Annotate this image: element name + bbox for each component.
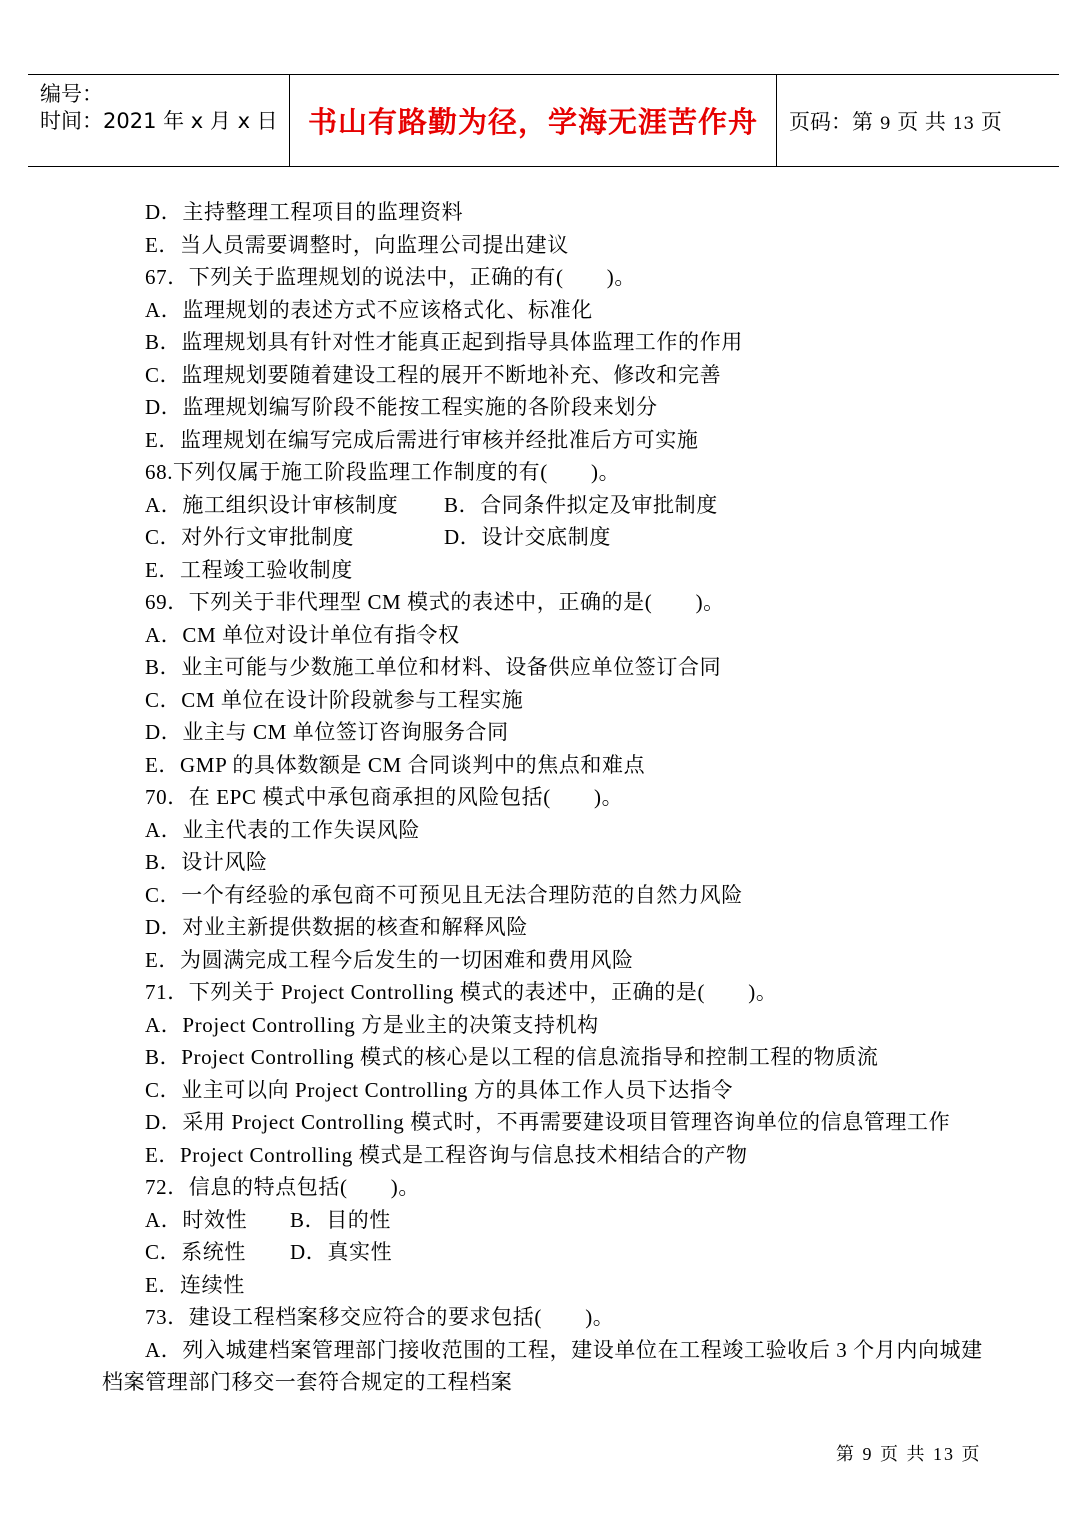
option-line: C．业主可以向 Project Controlling 方的具体工作人员下达指令 [145,1078,734,1102]
header-page-cell [777,75,1059,166]
option-line: A．Project Controlling 方是业主的决策支持机构 [145,1013,599,1037]
option-line: E．当人员需要调整时，向监理公司提出建议 [145,233,569,257]
page-mid: 页 共 [897,109,946,134]
document-date: 时间：2021 年 x 月 x 日 [40,109,278,133]
option-line: D．对业主新提供数据的核查和解释风险 [145,915,528,939]
question-line: 67．下列关于监理规划的说法中，正确的有( )。 [145,265,636,289]
option-line: C．一个有经验的承包商不可预见且无法合理防范的自然力风险 [145,883,743,907]
header-table [28,74,1059,167]
option-line: C．监理规划要随着建设工程的展开不断地补充、修改和完善 [145,363,722,387]
option-line: A．CM 单位对设计单位有指令权 [145,623,460,647]
page-suffix: 页 [980,109,1002,134]
option-line: C．系统性 [145,1240,247,1264]
option-line: B．合同条件拟定及审批制度 [444,493,718,517]
option-line: A．列入城建档案管理部门接收范围的工程，建设单位在工程竣工验收后 3 个月内向城建 [145,1338,983,1362]
page-total: 13 [952,113,975,134]
page-footer: 第 9 页 共 13 页 [836,1444,982,1464]
option-line: B．目的性 [290,1208,392,1232]
option-line: E．连续性 [145,1273,245,1297]
question-line: 72．信息的特点包括( )。 [145,1175,420,1199]
option-line: A．业主代表的工作失误风险 [145,818,420,842]
option-line: E．工程竣工验收制度 [145,558,353,582]
question-line: 68.下列仅属于施工阶段监理工作制度的有( )。 [145,460,621,484]
question-line: 71．下列关于 Project Controlling 模式的表述中，正确的是( )。 [145,980,778,1004]
option-line: B．业主可能与少数施工单位和材料、设备供应单位签订合同 [145,655,722,679]
option-line: A．施工组织设计审核制度 [145,493,399,517]
option-line: D．监理规划编写阶段不能按工程实施的各阶段来划分 [145,395,658,419]
option-line: D．业主与 CM 单位签订咨询服务合同 [145,720,509,744]
page-number: 9 [879,113,891,134]
page-prefix: 页码：第 [789,109,873,134]
motto: 书山有路勤为径，学海无涯苦作舟 [307,105,758,139]
option-line: E．GMP 的具体数额是 CM 合同谈判中的焦点和难点 [145,753,646,777]
option-line: D．采用 Project Controlling 模式时，不再需要建设项目管理咨询单位的信息管理工作 [145,1110,951,1134]
option-line: C．CM 单位在设计阶段就参与工程实施 [145,688,524,712]
option-line: E．监理规划在编写完成后需进行审核并经批准后方可实施 [145,428,699,452]
option-line: C．对外行文审批制度 [145,525,355,549]
option-line: B．监理规划具有针对性才能真正起到指导具体监理工作的作用 [145,330,743,354]
document-number-label: 编号： [40,82,103,106]
question-line: 69．下列关于非代理型 CM 模式的表述中，正确的是( )。 [145,590,725,614]
option-line: D．设计交底制度 [444,525,611,549]
option-line: A．监理规划的表述方式不应该格式化、标准化 [145,298,593,322]
question-line: 73．建设工程档案移交应符合的要求包括( )。 [145,1305,615,1329]
option-line: A．时效性 [145,1208,248,1232]
header-motto-cell [290,75,777,166]
option-line: E．Project Controlling 模式是工程咨询与信息技术相结合的产物 [145,1143,748,1167]
header-left-cell [28,75,290,166]
option-line: B．Project Controlling 模式的核心是以工程的信息流指导和控制工程的物质流 [145,1045,879,1069]
option-line: D．真实性 [290,1240,393,1264]
option-line: D．主持整理工程项目的监理资料 [145,200,464,224]
option-line: E．为圆满完成工程今后发生的一切困难和费用风险 [145,948,634,972]
option-line-continuation: 档案管理部门移交一套符合规定的工程档案 [102,1370,513,1394]
page-indicator [789,106,1002,136]
question-line: 70．在 EPC 模式中承包商承担的风险包括( )。 [145,785,624,809]
option-line: B．设计风险 [145,850,268,874]
